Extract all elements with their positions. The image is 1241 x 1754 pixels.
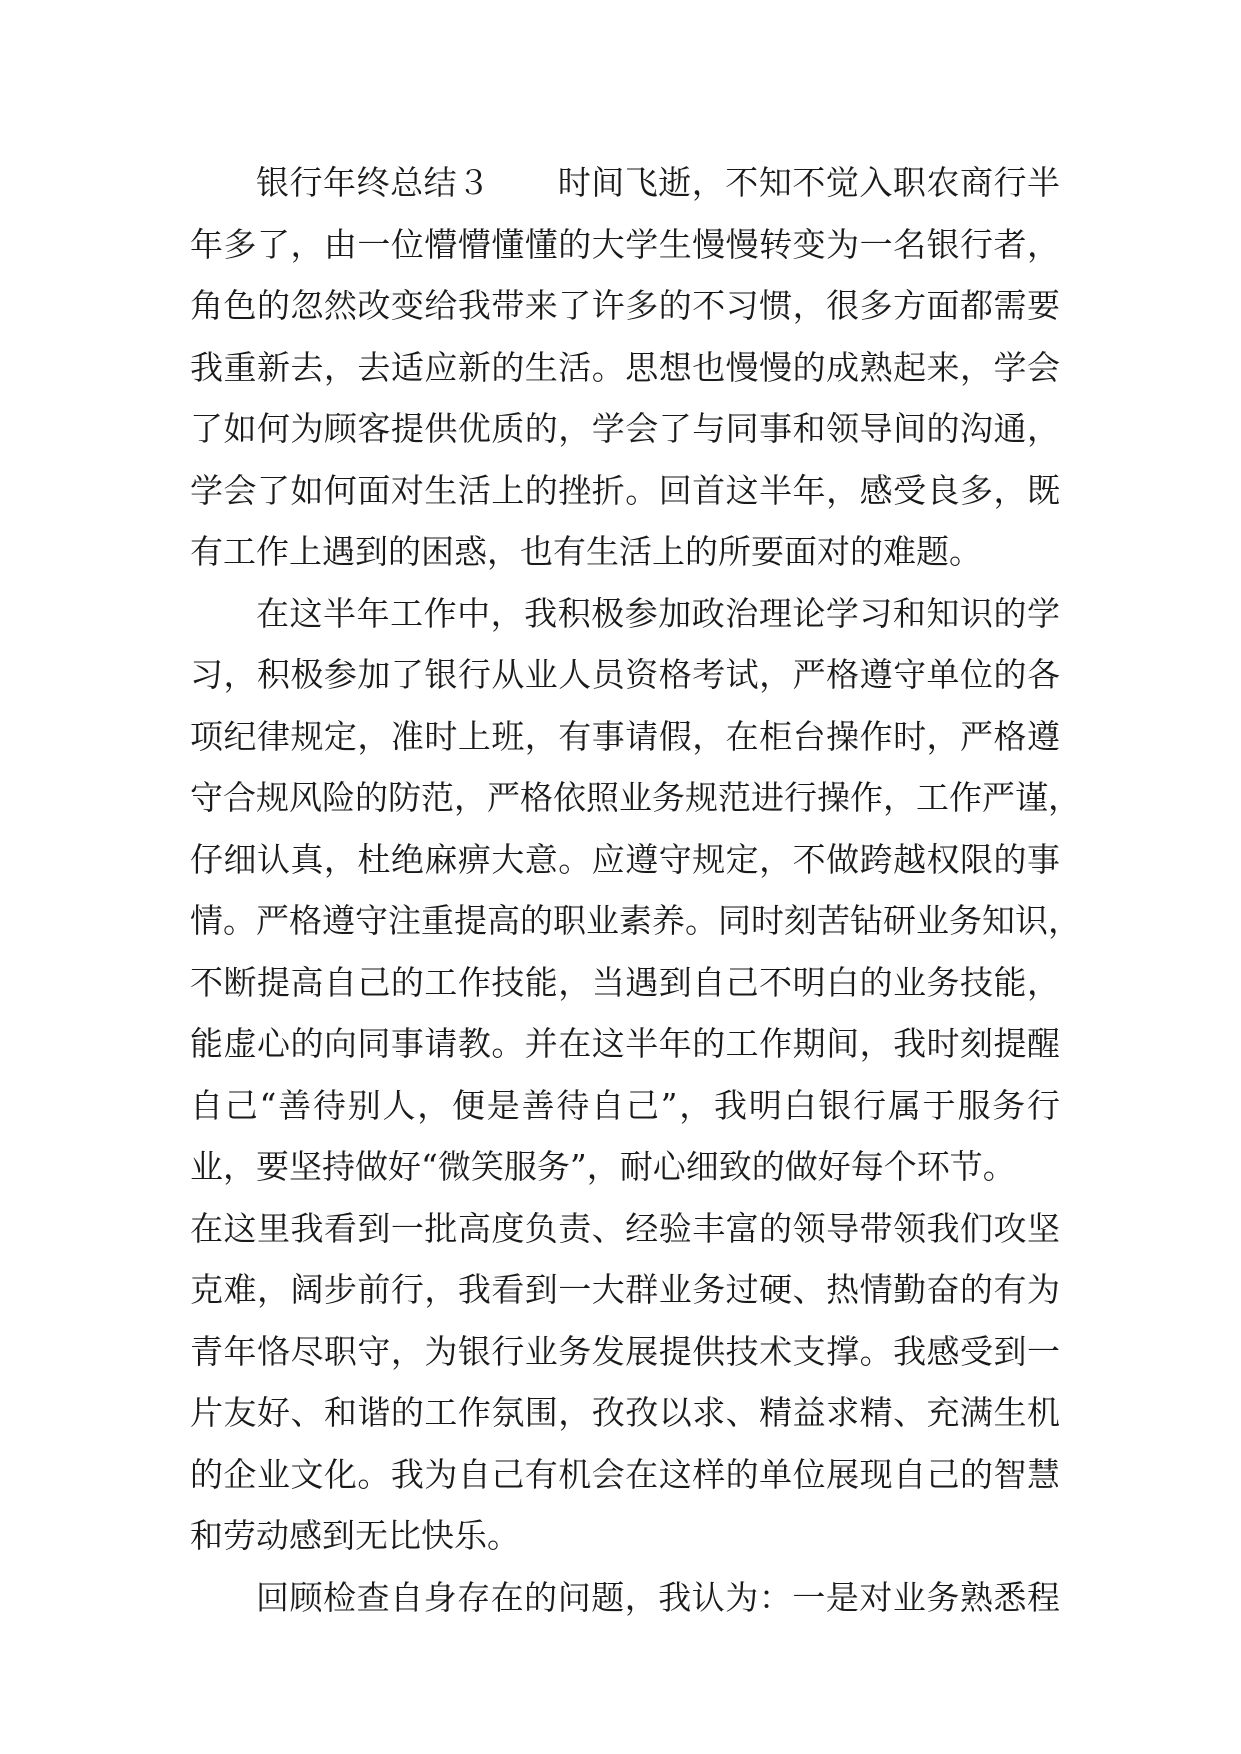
paragraph-line: 情。严格遵守注重提高的职业素养。同时刻苦钻研业务知识， <box>190 901 1081 940</box>
paragraph-line: 业，要坚持做好“微笑服务”，耐心细致的做好每个环节。 <box>190 1147 1016 1186</box>
document-body <box>190 152 1081 1628</box>
paragraph-line: 项纪律规定，准时上班，有事请假，在柜台操作时，严格遵 <box>190 716 1060 756</box>
paragraph-line: 片友好、和谐的工作氛围，孜孜以求、精益求精、充满生机 <box>190 1393 1060 1432</box>
paragraph-line: 我重新去，去适应新的生活。思想也慢慢的成熟起来，学会 <box>190 347 1060 387</box>
paragraph-line: 有工作上遇到的困惑，也有生活上的所要面对的难题。 <box>190 532 982 571</box>
paragraph-line: 不断提高自己的工作技能，当遇到自己不明白的业务技能， <box>190 962 1060 1002</box>
paragraph-line: 学会了如何面对生活上的挫折。回首这半年，感受良多，既 <box>190 470 1060 510</box>
paragraph-line: 在这里我看到一批高度负责、经验丰富的领导带领我们攻坚 <box>190 1208 1060 1248</box>
paragraph-line: 年多了，由一位懵懵懂懂的大学生慢慢转变为一名银行者， <box>190 224 1060 264</box>
paragraph-line: 习，积极参加了银行从业人员资格考试，严格遵守单位的各 <box>190 655 1060 694</box>
paragraph-line: 的企业文化。我为自己有机会在这样的单位展现自己的智慧 <box>190 1454 1060 1494</box>
paragraph-line: 能虚心的向同事请教。并在这半年的工作期间，我时刻提醒 <box>190 1024 1060 1063</box>
paragraph-line: 青年恪尽职守，为银行业务发展提供技术支撑。我感受到一 <box>190 1331 1060 1371</box>
paragraph-line: 和劳动感到无比快乐。 <box>190 1516 520 1555</box>
paragraph-line: 了如何为顾客提供优质的，学会了与同事和领导间的沟通， <box>190 409 1060 448</box>
paragraph-line: 在这半年工作中，我积极参加政治理论学习和知识的学 <box>256 593 1060 633</box>
paragraph-line: 自己“善待别人，便是善待自己”，我明白银行属于服务行 <box>190 1085 1060 1125</box>
paragraph-line: 仔细认真，杜绝麻痹大意。应遵守规定，不做跨越权限的事 <box>190 839 1060 879</box>
paragraph-line: 克难，阔步前行，我看到一大群业务过硬、热情勤奋的有为 <box>190 1270 1060 1309</box>
paragraph-line: 角色的忽然改变给我带来了许多的不习惯，很多方面都需要 <box>190 286 1060 325</box>
paragraph-line: 回顾检查自身存在的问题，我认为：一是对业务熟悉程 <box>256 1577 1060 1617</box>
paragraph-line: 守合规风险的防范，严格依照业务规范进行操作，工作严谨， <box>190 778 1081 817</box>
paragraph-line: 银行年终总结３ 时间飞逝，不知不觉入职农商行半 <box>256 163 1060 202</box>
